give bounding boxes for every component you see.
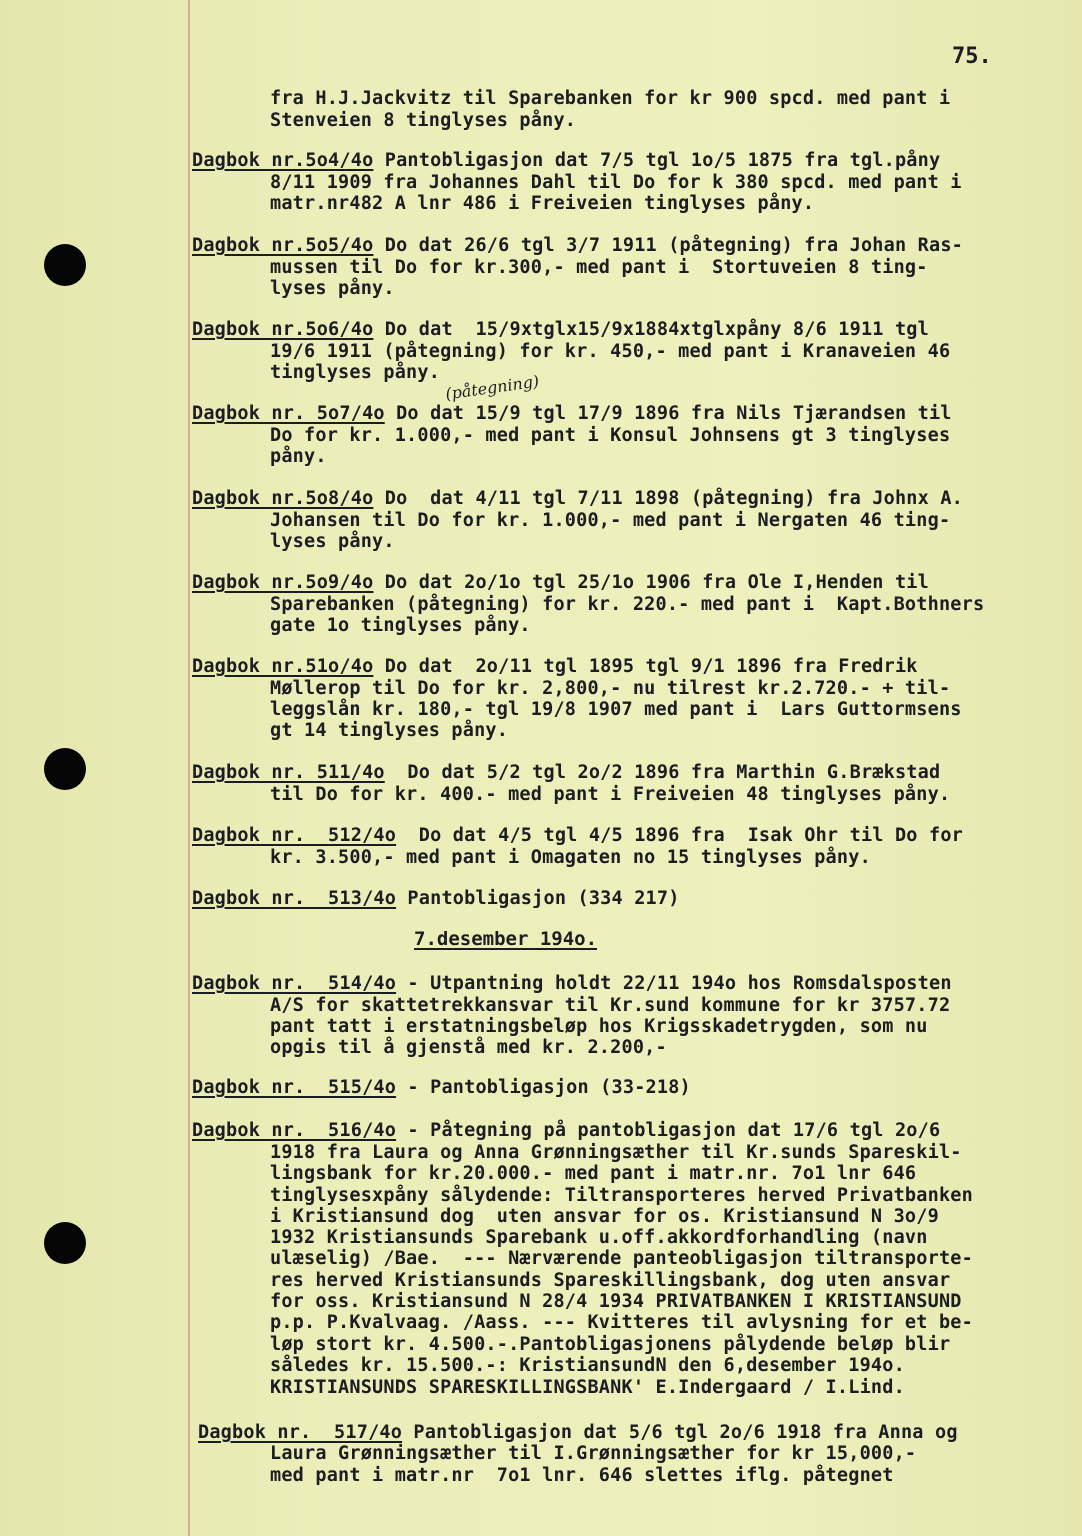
entry-line bbox=[192, 319, 929, 340]
punch-hole bbox=[44, 1222, 86, 1264]
entry-text: ulæselig) /Bae. --- Nærværende panteobligasjon tiltransporte- bbox=[270, 1248, 973, 1269]
text-line bbox=[270, 594, 984, 615]
entry-text: løp stort kr. 4.500.-.Pantobligasjonens pålydende beløp blir bbox=[270, 1334, 951, 1355]
text-line bbox=[270, 1227, 928, 1248]
text-line bbox=[270, 1016, 928, 1037]
entry-line bbox=[192, 150, 940, 171]
date-heading: 7.desember 194o. bbox=[414, 928, 598, 950]
entry-number: Dagbok nr.5o4/4o bbox=[192, 150, 374, 171]
text-line bbox=[270, 847, 871, 868]
entry-number: Dagbok nr. 5o7/4o bbox=[192, 403, 385, 424]
entry-text: pant tatt i erstatningsbeløp hos Krigsskadetrygden, som nu bbox=[270, 1016, 928, 1037]
entry-text: Do for kr. 1.000,- med pant i Konsul Johnsens gt 3 tinglyses bbox=[270, 425, 951, 446]
text-line bbox=[270, 257, 928, 278]
entry-text: res herved Kristiansunds Spareskillingsbank, dog uten ansvar bbox=[270, 1270, 951, 1291]
entry-text: Do dat 2o/11 tgl 1895 tgl 9/1 1896 fra Fredrik bbox=[373, 656, 918, 677]
handwritten-note: (påtegning) bbox=[444, 371, 541, 404]
entry-text: lyses påny. bbox=[270, 531, 395, 552]
text-line bbox=[270, 1270, 950, 1291]
entry-text: Do dat 5/2 tgl 2o/2 1896 fra Marthin G.Brækstad bbox=[384, 762, 941, 783]
entry-line bbox=[198, 1422, 958, 1443]
entry-text: 1918 fra Laura og Anna Grønningsæther til Kr.sunds Spareskil- bbox=[270, 1142, 962, 1163]
entry-text: gate 1o tinglyses påny. bbox=[270, 615, 531, 636]
entry-line bbox=[192, 888, 680, 909]
text-line bbox=[270, 1248, 973, 1269]
entry-text: Pantobligasjon dat 5/6 tgl 2o/6 1918 fra Anna og bbox=[402, 1422, 958, 1443]
text-line bbox=[270, 425, 950, 446]
entry-text: A/S for skattetrekkansvar til Kr.sund kommune for kr 3757.72 bbox=[270, 995, 951, 1016]
entry-line bbox=[192, 572, 929, 593]
entry-text: 8/11 1909 fra Johannes Dahl til Do for k 380 spcd. med pant i bbox=[270, 172, 962, 193]
entry-line bbox=[192, 1077, 691, 1098]
entry-text: Do dat 15/9xtglx15/9x1884xtglxpåny 8/6 1911 tgl bbox=[373, 319, 929, 340]
entry-number: Dagbok nr. 514/4o bbox=[192, 973, 397, 994]
text-line bbox=[270, 1185, 973, 1206]
entry-text: Pantobligasjon dat 7/5 tgl 1o/5 1875 fra tgl.påny bbox=[373, 150, 941, 171]
entry-text: for oss. Kristiansund N 28/4 1934 PRIVATBANKEN I KRISTIANSUND bbox=[270, 1291, 962, 1312]
margin-rule bbox=[188, 0, 190, 1536]
entry-text: med pant i matr.nr 7o1 lnr. 646 slettes iflg. påtegnet bbox=[270, 1465, 894, 1486]
entry-number: Dagbok nr.5o8/4o bbox=[192, 488, 374, 509]
entry-text: matr.nr482 A lnr 486 i Freiveien tinglyses påny. bbox=[270, 193, 815, 214]
entry-text: Do dat 2o/1o tgl 25/1o 1906 fra Ole I,Henden til bbox=[373, 572, 929, 593]
text-line bbox=[270, 172, 962, 193]
entry-text: tinglysesxpåny sålydende: Tiltransporteres herved Privatbanken bbox=[270, 1185, 973, 1206]
entry-text: 1932 Kristiansunds Sparebank u.off.akkordforhandling (navn bbox=[270, 1227, 928, 1248]
entry-line bbox=[192, 488, 963, 509]
text-line bbox=[270, 446, 327, 467]
text-line bbox=[270, 362, 440, 383]
text-line bbox=[270, 1334, 950, 1355]
entry-number: Dagbok nr. 511/4o bbox=[192, 762, 385, 783]
text-line bbox=[270, 1465, 894, 1486]
text-line bbox=[270, 678, 950, 699]
text-line bbox=[270, 720, 508, 741]
entry-text: opgis til å gjenstå med kr. 2.200,- bbox=[270, 1037, 667, 1058]
entry-text: gt 14 tinglyses påny. bbox=[270, 720, 509, 741]
text-line bbox=[270, 110, 576, 131]
text-line bbox=[270, 278, 395, 299]
entry-line bbox=[192, 1120, 940, 1141]
entry-text: kr. 3.500,- med pant i Omagaten no 15 tinglyses påny. bbox=[270, 847, 871, 868]
text-line bbox=[270, 1443, 916, 1464]
text-line bbox=[270, 699, 962, 720]
entry-line bbox=[192, 235, 963, 256]
entry-number: Dagbok nr. 515/4o bbox=[192, 1077, 397, 1098]
entry-text: Sparebanken (påtegning) for kr. 220.- med pant i Kapt.Bothners bbox=[270, 594, 985, 615]
entry-line bbox=[192, 403, 952, 424]
entry-text: til Do for kr. 400.- med pant i Freiveien 48 tinglyses påny. bbox=[270, 784, 951, 805]
entry-text: - Påtegning på pantobligasjon dat 17/6 tgl 2o/6 bbox=[396, 1120, 941, 1141]
entry-text: Do dat 4/11 tgl 7/11 1898 (påtegning) fra Johnx A. bbox=[373, 488, 963, 509]
text-line bbox=[270, 1291, 962, 1312]
text-line bbox=[270, 1312, 973, 1333]
text-line bbox=[270, 88, 950, 109]
entry-text: fra H.J.Jackvitz til Sparebanken for kr 900 spcd. med pant i bbox=[270, 88, 951, 109]
entry-text: Laura Grønningsæther til I.Grønningsæther for kr 15,000,- bbox=[270, 1443, 917, 1464]
entry-text: Pantobligasjon (334 217) bbox=[396, 888, 680, 909]
entry-number: Dagbok nr. 516/4o bbox=[192, 1120, 397, 1141]
entry-text: lingsbank for kr.20.000.- med pant i matr.nr. 7o1 lnr 646 bbox=[270, 1163, 917, 1184]
entry-text: p.p. P.Kvalvaag. /Aass. --- Kvitteres til avlysning for et be- bbox=[270, 1312, 973, 1333]
entry-number: Dagbok nr. 513/4o bbox=[192, 888, 397, 909]
entry-text: tinglyses påny. bbox=[270, 362, 441, 383]
entry-text: påny. bbox=[270, 446, 327, 467]
entry-number: Dagbok nr.5o6/4o bbox=[192, 319, 374, 340]
entry-text: Do dat 15/9 tgl 17/9 1896 fra Nils Tjærandsen til bbox=[384, 403, 952, 424]
entry-number: Dagbok nr. 512/4o bbox=[192, 825, 397, 846]
entry-text: Do dat 26/6 tgl 3/7 1911 (påtegning) fra Johan Ras- bbox=[373, 235, 963, 256]
page-number: 75. bbox=[952, 44, 992, 69]
entry-text: således kr. 15.500.-: KristiansundN den 6,desember 194o. bbox=[270, 1355, 905, 1376]
entry-text: - Utpantning holdt 22/11 194o hos Romsdalsposten bbox=[396, 973, 952, 994]
entry-text: Stenveien 8 tinglyses påny. bbox=[270, 110, 577, 131]
text-line bbox=[270, 341, 950, 362]
entry-text: - Pantobligasjon (33-218) bbox=[396, 1077, 691, 1098]
text-line bbox=[270, 995, 950, 1016]
entry-line bbox=[192, 656, 918, 677]
entry-text: 19/6 1911 (påtegning) for kr. 450,- med pant i Kranaveien 46 bbox=[270, 341, 951, 362]
text-line bbox=[270, 531, 395, 552]
entry-number: Dagbok nr.5o5/4o bbox=[192, 235, 374, 256]
text-line bbox=[270, 510, 950, 531]
punch-hole bbox=[44, 244, 86, 286]
entry-text: i Kristiansund dog uten ansvar for os. Kristiansund N 3o/9 bbox=[270, 1206, 939, 1227]
entry-number: Dagbok nr.51o/4o bbox=[192, 656, 374, 677]
text-line bbox=[270, 784, 950, 805]
entry-text: KRISTIANSUNDS SPARESKILLINGSBANK' E.Indergaard / I.Lind. bbox=[270, 1377, 905, 1398]
text-line bbox=[270, 193, 814, 214]
entry-number: Dagbok nr.5o9/4o bbox=[192, 572, 374, 593]
text-line bbox=[270, 615, 531, 636]
text-line bbox=[270, 1037, 667, 1058]
entry-text: leggslån kr. 180,- tgl 19/8 1907 med pant i Lars Guttormsens bbox=[270, 699, 962, 720]
entry-line bbox=[192, 973, 952, 994]
entry-text: Johansen til Do for kr. 1.000,- med pant i Nergaten 46 ting- bbox=[270, 510, 951, 531]
entry-text: Do dat 4/5 tgl 4/5 1896 fra Isak Ohr til Do for bbox=[396, 825, 963, 846]
entry-number: Dagbok nr. 517/4o bbox=[198, 1422, 403, 1443]
text-line bbox=[270, 1163, 916, 1184]
entry-text: Møllerop til Do for kr. 2,800,- nu tilrest kr.2.720.- + til- bbox=[270, 678, 951, 699]
punch-hole bbox=[44, 748, 86, 790]
entry-text: mussen til Do for kr.300,- med pant i Stortuveien 8 ting- bbox=[270, 257, 928, 278]
text-line bbox=[270, 1355, 905, 1376]
text-line bbox=[270, 1206, 939, 1227]
entry-text: lyses påny. bbox=[270, 278, 395, 299]
entry-line bbox=[192, 762, 940, 783]
text-line bbox=[270, 1142, 962, 1163]
text-line bbox=[270, 1377, 905, 1398]
entry-line bbox=[192, 825, 963, 846]
